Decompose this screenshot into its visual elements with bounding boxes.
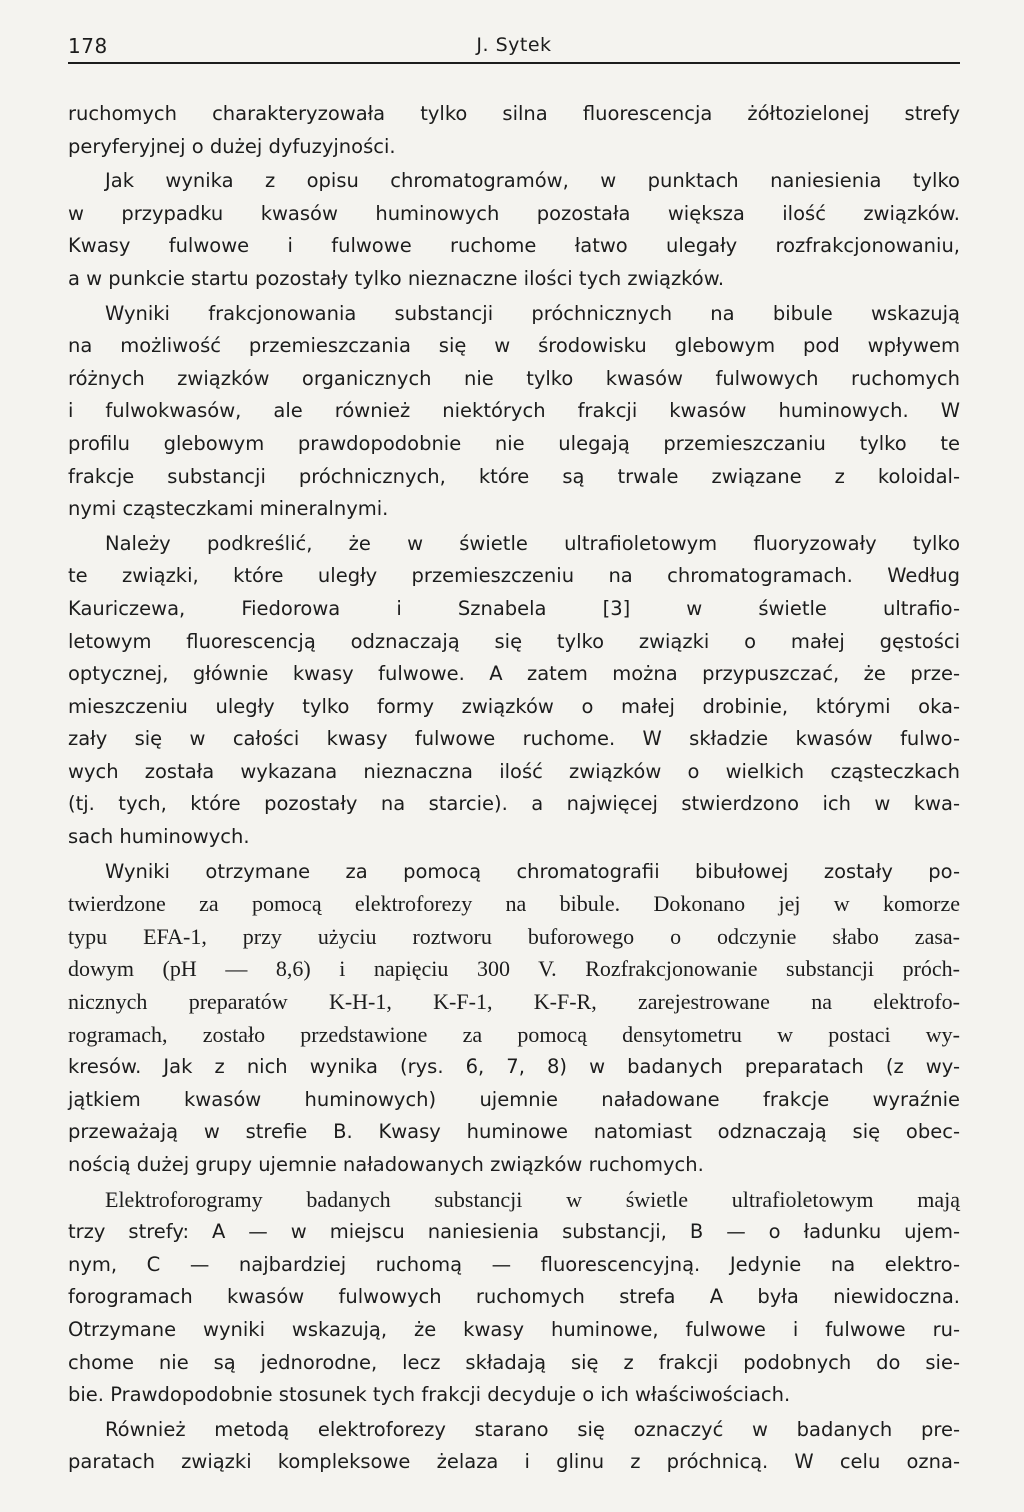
text-line: peryferyjnej o dużej dyfuzyjności. xyxy=(68,134,396,158)
text-line: nym, C — najbardziej ruchomą — fluorescencyjną. Jedynie na elektro- xyxy=(68,1252,960,1276)
text-line: Otrzymane wyniki wskazują, że kwasy huminowe, fulwowe i fulwowe ru- xyxy=(68,1317,960,1341)
text-line: Również metodą elektroforezy starano się oznaczyć w badanych pre- xyxy=(105,1417,960,1441)
text-line: jątkiem kwasów huminowych) ujemnie naładowane frakcje wyraźnie xyxy=(68,1087,960,1111)
text-line: paratach związki kompleksowe żelaza i glinu z próchnicą. W celu ozna- xyxy=(68,1450,960,1474)
text-line: na możliwość przemieszczania się w środowisku glebowym pod wpływem xyxy=(68,334,960,358)
text-line: Elektroforogramy badanych substancji w świetle ultrafioletowym mają xyxy=(105,1186,960,1212)
text-line: nością dużej grupy ujemnie naładowanych związków ruchomych. xyxy=(68,1153,704,1176)
text-line: wych została wykazana nieznaczna ilość związków o wielkich cząsteczkach xyxy=(68,759,960,783)
body-text xyxy=(68,98,960,1481)
text-line: typu EFA-1, przy użyciu roztworu buforowego o odczynie słabo zasa- xyxy=(68,923,960,949)
paragraph xyxy=(68,165,960,295)
text-line: nicznych preparatów K-H-1, K-F-1, K-F-R, zarejestrowane na elektrofo- xyxy=(68,989,960,1015)
paragraph xyxy=(68,856,960,1182)
text-line: nymi cząsteczkami mineralnymi. xyxy=(68,497,389,521)
text-line: mieszczeniu uległy tylko formy związków o małej drobinie, którymi oka- xyxy=(68,694,960,718)
page-header xyxy=(68,32,960,64)
text-line: trzy strefy: A — w miejscu naniesienia substancji, B — o ładunku ujem- xyxy=(68,1220,960,1244)
text-line: letowym fluorescencją odznaczają się tylko związki o małej gęstości xyxy=(68,629,960,653)
text-line: forogramach kwasów fulwowych ruchomych strefa A była niewidoczna. xyxy=(68,1285,960,1309)
text-line: rogramach, zostało przedstawione za pomocą densytometru w postaci wy- xyxy=(68,1021,960,1047)
text-line: optycznej, głównie kwasy fulwowe. A zatem można przypuszczać, że prze- xyxy=(68,662,960,686)
text-line: chome nie są jednorodne, lecz składają się z frakcji podobnych do sie- xyxy=(68,1350,960,1374)
text-line: Kwasy fulwowe i fulwowe ruchome łatwo ulegały rozfrakcjonowaniu, xyxy=(68,234,960,258)
paragraph xyxy=(68,298,960,526)
paragraph xyxy=(68,528,960,854)
paragraph xyxy=(68,1184,960,1412)
text-line: ruchomych charakteryzowała tylko silna fluorescencja żółtozielonej strefy xyxy=(68,102,960,125)
text-line: kresów. Jak z nich wynika (rys. 6, 7, 8) w badanych preparatach (z wy- xyxy=(68,1055,960,1079)
paragraph xyxy=(68,1414,960,1479)
text-line: Wyniki frakcjonowania substancji próchnicznych na bibule wskazują xyxy=(105,301,960,325)
text-line: Jak wynika z opisu chromatogramów, w punktach naniesienia tylko xyxy=(105,169,960,193)
text-line: sach huminowych. xyxy=(68,825,250,849)
text-line: a w punkcie startu pozostały tylko nieznaczne ilości tych związków. xyxy=(68,266,725,290)
text-line: przeważają w strefie B. Kwasy huminowe natomiast odznaczają się obec- xyxy=(68,1120,960,1144)
text-line: Należy podkreślić, że w świetle ultrafioletowym fluoryzowały tylko xyxy=(105,531,960,555)
text-line: bie. Prawdopodobnie stosunek tych frakcji decyduje o ich właściwościach. xyxy=(68,1383,791,1407)
text-line: te związki, które uległy przemieszczeniu na chromatogramach. Według xyxy=(68,564,960,588)
text-line: Wyniki otrzymane za pomocą chromatografii bibułowej zostały po- xyxy=(105,859,960,883)
text-line: zały się w całości kwasy fulwowe ruchome. W składzie kwasów fulwo- xyxy=(68,727,960,751)
text-line: profilu glebowym prawdopodobnie nie ulegają przemieszczaniu tylko te xyxy=(68,431,960,455)
text-line: (tj. tych, które pozostały na starcie). a najwięcej stwierdzono ich w kwa- xyxy=(68,792,960,816)
page-number: 178 xyxy=(68,34,108,58)
text-line: w przypadku kwasów huminowych pozostała większa ilość związków. xyxy=(68,201,960,225)
text-line: twierdzone za pomocą elektroforezy na bibule. Dokonano jej w komorze xyxy=(68,891,960,917)
text-line: frakcje substancji próchnicznych, które są trwale związane z koloidal- xyxy=(68,464,960,488)
running-head: J. Sytek xyxy=(476,34,552,56)
text-line: i fulwokwasów, ale również niektórych frakcji kwasów huminowych. W xyxy=(68,399,960,423)
text-line: różnych związków organicznych nie tylko kwasów fulwowych ruchomych xyxy=(68,366,960,390)
paragraph xyxy=(68,98,960,163)
text-line: Kauriczewa, Fiedorowa i Sznabela [3] w świetle ultrafio- xyxy=(68,596,960,620)
text-line: dowym (pH — 8,6) i napięciu 300 V. Rozfrakcjonowanie substancji próch- xyxy=(68,956,960,982)
